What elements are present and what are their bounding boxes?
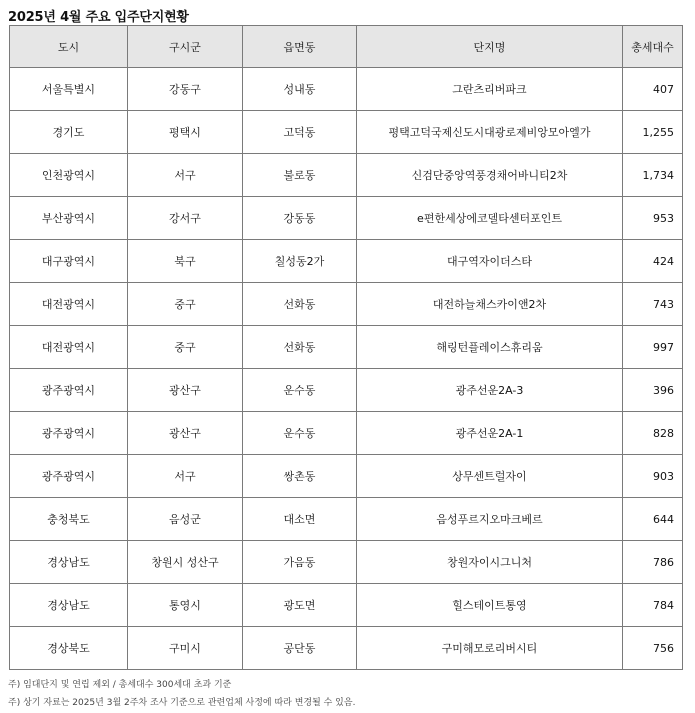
header-complex-name: 단지명 [357,26,623,68]
cell-town: 공단동 [243,627,357,670]
cell-total-households: 786 [623,541,683,584]
cell-district: 중구 [128,283,243,326]
cell-district: 중구 [128,326,243,369]
table-row [10,584,683,627]
cell-town: 선화동 [243,283,357,326]
page-title: 2025년 4월 주요 입주단지현황 [8,10,189,25]
cell-total-households: 997 [623,326,683,369]
cell-town: 운수동 [243,412,357,455]
cell-complex-name: 힐스테이트통영 [357,584,623,627]
header-city: 도시 [10,26,128,68]
cell-complex-name: 평택고덕국제신도시대광로제비앙모아엘가 [357,111,623,154]
header-total-households: 총세대수 [623,26,683,68]
cell-city: 경상북도 [10,627,128,670]
cell-district: 구미시 [128,627,243,670]
cell-city: 서울특별시 [10,68,128,111]
table-row [10,627,683,670]
cell-district: 서구 [128,154,243,197]
table-row [10,154,683,197]
footnote: 주) 상기 자료는 2025년 3월 2주차 조사 기준으로 관련업체 사정에 따라 변경될 수 있음. [8,698,356,708]
table-row [10,541,683,584]
header-district: 구시군 [128,26,243,68]
cell-complex-name: 광주선운2A-3 [357,369,623,412]
cell-district: 창원시 성산구 [128,541,243,584]
cell-city: 인천광역시 [10,154,128,197]
cell-district: 강서구 [128,197,243,240]
cell-district: 북구 [128,240,243,283]
cell-city: 대구광역시 [10,240,128,283]
cell-city: 충청북도 [10,498,128,541]
table-row [10,111,683,154]
cell-district: 광산구 [128,369,243,412]
cell-total-households: 743 [623,283,683,326]
cell-town: 칠성동2가 [243,240,357,283]
table-row [10,455,683,498]
cell-city: 대전광역시 [10,283,128,326]
cell-total-households: 953 [623,197,683,240]
cell-complex-name: 음성푸르지오마크베르 [357,498,623,541]
cell-total-households: 903 [623,455,683,498]
cell-city: 대전광역시 [10,326,128,369]
cell-town: 강동동 [243,197,357,240]
cell-total-households: 1,255 [623,111,683,154]
cell-city: 광주광역시 [10,412,128,455]
cell-complex-name: 그란츠리버파크 [357,68,623,111]
table-row [10,412,683,455]
footnotes [8,676,355,712]
table-row [10,498,683,541]
cell-city: 광주광역시 [10,369,128,412]
cell-city: 광주광역시 [10,455,128,498]
cell-town: 불로동 [243,154,357,197]
cell-total-households: 756 [623,627,683,670]
cell-total-households: 1,734 [623,154,683,197]
cell-complex-name: 대전하늘채스카이앤2차 [357,283,623,326]
table-row [10,283,683,326]
cell-complex-name: 신검단중앙역풍경채어바니티2차 [357,154,623,197]
cell-total-households: 407 [623,68,683,111]
table-row [10,326,683,369]
cell-total-households: 424 [623,240,683,283]
cell-district: 서구 [128,455,243,498]
cell-complex-name: e편한세상에코델타센터포인트 [357,197,623,240]
cell-town: 운수동 [243,369,357,412]
cell-district: 평택시 [128,111,243,154]
table-row [10,197,683,240]
cell-district: 통영시 [128,584,243,627]
table-row [10,240,683,283]
cell-total-households: 828 [623,412,683,455]
cell-total-households: 644 [623,498,683,541]
cell-complex-name: 구미해모로리버시티 [357,627,623,670]
cell-total-households: 784 [623,584,683,627]
cell-town: 광도면 [243,584,357,627]
cell-town: 선화동 [243,326,357,369]
cell-town: 성내동 [243,68,357,111]
cell-complex-name: 상무센트럴자이 [357,455,623,498]
cell-city: 경기도 [10,111,128,154]
header-town: 읍면동 [243,26,357,68]
cell-city: 부산광역시 [10,197,128,240]
cell-city: 경상남도 [10,541,128,584]
cell-town: 쌍촌동 [243,455,357,498]
cell-complex-name: 광주선운2A-1 [357,412,623,455]
table-body [10,68,683,670]
move-in-complex-table [9,25,683,670]
table-header-row [10,26,683,68]
table-row [10,369,683,412]
cell-complex-name: 창원자이시그니처 [357,541,623,584]
footnote: 주) 임대단지 및 연립 제외 / 총세대수 300세대 초과 기준 [8,680,232,690]
cell-city: 경상남도 [10,584,128,627]
cell-complex-name: 대구역자이더스타 [357,240,623,283]
cell-complex-name: 해링턴플레이스휴리움 [357,326,623,369]
table-row [10,68,683,111]
cell-total-households: 396 [623,369,683,412]
cell-district: 음성군 [128,498,243,541]
cell-town: 고덕동 [243,111,357,154]
cell-district: 광산구 [128,412,243,455]
cell-town: 대소면 [243,498,357,541]
cell-district: 강동구 [128,68,243,111]
cell-town: 가음동 [243,541,357,584]
